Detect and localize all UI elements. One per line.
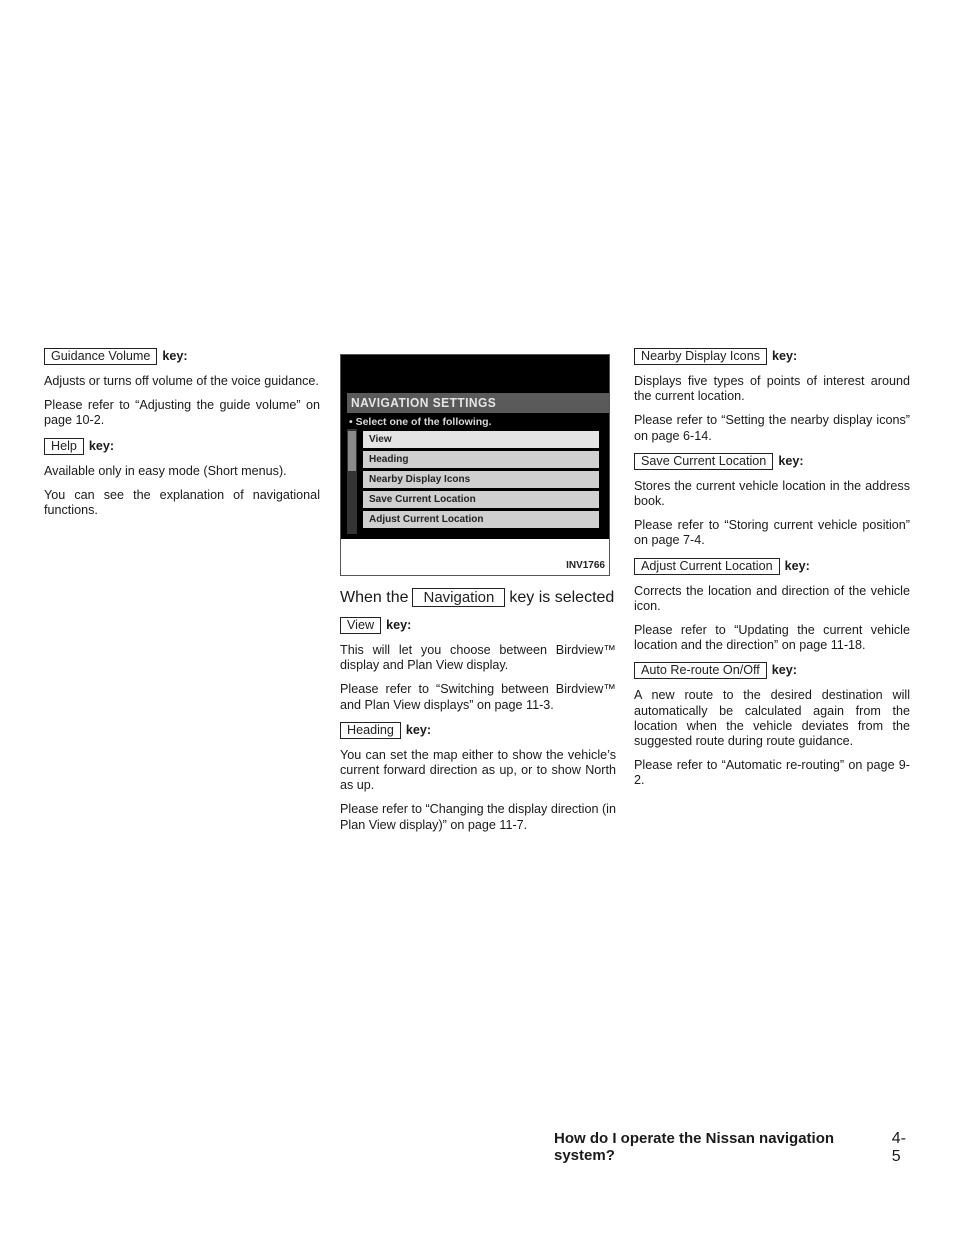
page-number: 4-5 xyxy=(891,1130,906,1165)
heading-key: Heading xyxy=(340,722,401,739)
adjust-current-location-keyline xyxy=(634,558,910,575)
paragraph: A new route to the desired destination will automatically be calculated again from the location when the vehicle deviates from the suggested route during route guidance. xyxy=(634,688,910,749)
paragraph: Please refer to “Changing the display direction (in Plan View display)” on page 11-7. xyxy=(340,802,616,832)
screen-item-nearby-display-icons: Nearby Display Icons xyxy=(363,471,599,488)
help-key: Help xyxy=(44,438,84,455)
screen-subtitle: • Select one of the following. xyxy=(349,416,492,428)
paragraph: Please refer to “Switching between Birdview™ and Plan View displays” on page 11-3. xyxy=(340,682,616,712)
paragraph: Please refer to “Automatic re-routing” on page 9-2. xyxy=(634,758,910,788)
screen-item-adjust-current-location: Adjust Current Location xyxy=(363,511,599,528)
view-key: View xyxy=(340,617,381,634)
key-suffix: key: xyxy=(386,617,412,632)
paragraph: You can see the explanation of navigational functions. xyxy=(44,487,320,518)
figure-caption-area xyxy=(341,539,609,575)
heading-pre: When the xyxy=(340,588,409,606)
auto-reroute-key: Auto Re-route On/Off xyxy=(634,662,767,679)
key-suffix: key: xyxy=(772,348,798,363)
paragraph: Please refer to “Setting the nearby display icons” on page 6-14. xyxy=(634,413,910,443)
column-left xyxy=(44,348,320,527)
save-current-location-keyline xyxy=(634,453,910,470)
column-middle xyxy=(340,348,616,842)
paragraph: Please refer to “Adjusting the guide volume” on page 10-2. xyxy=(44,398,320,428)
guidance-volume-key: Guidance Volume xyxy=(44,348,157,365)
paragraph: Displays five types of points of interest around the current location. xyxy=(634,374,910,404)
save-current-location-key: Save Current Location xyxy=(634,453,773,470)
auto-reroute-keyline xyxy=(634,662,910,679)
heading-keyline xyxy=(340,722,616,739)
key-suffix: key: xyxy=(88,438,115,453)
key-suffix: key: xyxy=(778,453,804,468)
paragraph: Adjusts or turns off volume of the voice guidance. xyxy=(44,374,319,388)
key-suffix: key: xyxy=(784,558,810,573)
paragraph: Please refer to “Storing current vehicle position” on page 7-4. xyxy=(634,518,910,548)
screen-header xyxy=(347,393,609,413)
navigation-settings-screen-figure xyxy=(340,354,610,576)
paragraph: Please refer to “Updating the current vehicle location and the direction” on page 11-18. xyxy=(634,623,910,653)
key-suffix: key: xyxy=(771,663,797,678)
scrollbar-thumb xyxy=(348,431,356,471)
figure-code: INV1766 xyxy=(566,559,605,571)
key-suffix: key: xyxy=(405,722,432,737)
screen-item-heading: Heading xyxy=(363,451,599,468)
nearby-display-icons-keyline xyxy=(634,348,910,365)
guidance-volume-keyline xyxy=(44,348,320,365)
key-suffix: key: xyxy=(162,348,188,363)
paragraph: Stores the current vehicle location in the address book. xyxy=(634,478,910,509)
view-keyline xyxy=(340,617,616,634)
paragraph: Corrects the location and direction of the vehicle icon. xyxy=(634,583,910,613)
footer-title: How do I operate the Nissan navigation system? xyxy=(554,1130,835,1164)
paragraph: Available only in easy mode (Short menus). xyxy=(44,463,287,478)
screen-scrollbar xyxy=(347,429,357,534)
adjust-current-location-key: Adjust Current Location xyxy=(634,558,780,575)
nearby-display-icons-key: Nearby Display Icons xyxy=(634,348,767,365)
screen-title: NAVIGATION SETTINGS xyxy=(351,395,497,410)
paragraph: You can set the map either to show the vehicle’s current forward direction as up, or to show North as up. xyxy=(340,747,616,793)
page-footer xyxy=(554,1130,914,1166)
section-heading xyxy=(340,588,616,607)
heading-post: key is selected xyxy=(509,588,615,606)
column-right xyxy=(634,348,910,798)
navigation-key: Navigation xyxy=(412,588,505,607)
screen-item-save-current-location: Save Current Location xyxy=(363,491,599,508)
help-keyline xyxy=(44,438,320,455)
screen-item-view: View xyxy=(363,431,599,448)
paragraph: This will let you choose between Birdview™ display and Plan View display. xyxy=(340,643,616,673)
